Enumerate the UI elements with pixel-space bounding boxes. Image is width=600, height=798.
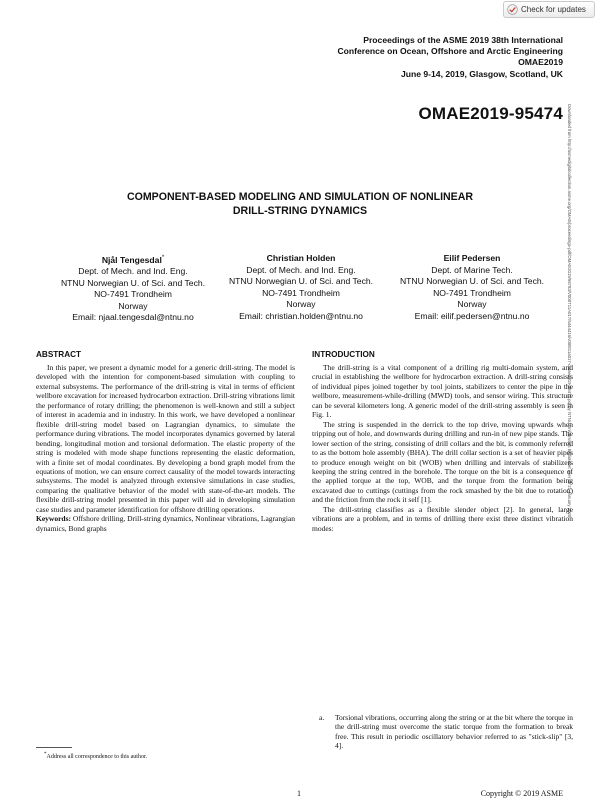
keywords-label: Keywords: [36,514,71,524]
keywords-paragraph [36,514,295,533]
author-country: Norway [118,300,148,311]
check-updates-label: Check for updates [521,5,586,14]
paper-id: OMAE2019-95474 [418,104,563,123]
download-side-note-text: Downloaded from http://asmedigitalcollection.asme.org/OMAE/proceedings-pdf/OMAE2019/58783/V008T11A017/6444416/v008t11a017-omae2019-95474.pdf by NTNU Universitets Biblioteket user on 21 January 2020 [567,104,572,518]
author-block [386,253,558,322]
author-univ: NTNU Norwegian U. of Sci. and Tech. [399,276,545,286]
author-name-line [47,253,219,266]
author-name: Christian Holden [266,253,336,263]
page-number: 1 [297,789,301,798]
author-univ: NTNU Norwegian U. of Sci. and Tech. [60,277,206,288]
conference-line: OMAE2019 [518,57,563,68]
footnote-mark: * [44,752,47,757]
intro-paragraph: The drill-string classifies as a flexible slender object [2]. In general, large vibrations are a problem, and in terms of drilling there exist three distinct vibration modes: [312,504,573,533]
list-item-label: a. [319,713,325,722]
footnote [44,752,147,760]
author-mark: * [161,255,165,261]
author-block [47,253,219,324]
author-country: Norway [286,299,316,309]
author-name: Eilif Pedersen [443,253,501,263]
abstract-body [36,363,295,533]
author-city: NO-7491 Trondheim [262,287,340,298]
footnote-divider [36,747,72,748]
paper-title [60,191,540,218]
author-city: NO-7491 Trondheim [433,287,511,298]
author-dept: Dept. of Mech. and Ind. Eng. [246,264,356,275]
author-block [215,253,387,322]
paper-title-line: DRILL-STRING DYNAMICS [232,204,368,217]
keywords-text: Offshore drilling, Drill-string dynamics, Nonlinear vibrations, Lagrangian dynamics, Bond graphs [36,514,296,533]
conference-line: June 9-14, 2019, Glasgow, Scotland, UK [400,68,563,79]
footnote-text: Address all correspondence to this author. [46,754,148,760]
author-country: Norway [457,299,487,309]
author-email: Email: njaal.tengesdal@ntnu.no [72,312,194,323]
check-for-updates-badge[interactable] [503,1,595,18]
paper-title-line: COMPONENT-BASED MODELING AND SIMULATION OF NONLINEAR [126,191,474,203]
abstract-heading: ABSTRACT [36,350,82,359]
conference-header [263,35,563,80]
conference-line: Proceedings of the ASME 2019 38th International [363,35,563,45]
author-dept: Dept. of Mech. and Ind. Eng. [78,266,188,277]
author-name: Njål Tengesdal [101,254,162,265]
check-updates-icon [507,4,518,15]
intro-paragraph: The string is suspended in the derrick to the top drive, moving upwards when tripping out of hole, and downwards during drilling and run-in of new pipe stands. The lower section of the string, consisting of drill collars and the bit, is commonly referred to as the bottom hole assembly (BHA). The drill collar section is a set of heavier pipes to produce enough weight on bit (WOB) when drilling and intervals of stabilizers keeping the string centred in the borehole. The torque on the bit is a consequence of the applied torque at the top, WOB, and the torque from the formation being excavated due to cuttings (cuttings from the rock smashed by the bit due to rotation) and the friction from the rock it self [1]. [312,419,573,505]
list-item-text: Torsional vibrations, occurring along the string or at the bit where the torque in the drill-string must overcome the static torque from the formation to break free. This result in periodic oscillatory behavior referred to as "stick-slip" [3, 4]. [335,713,573,751]
introduction-body [312,363,573,533]
author-city: NO-7491 Trondheim [94,289,172,300]
author-email: Email: christian.holden@ntnu.no [239,310,363,321]
conference-line: Conference on Ocean, Offshore and Arctic Engineering [337,46,563,57]
author-dept: Dept. of Marine Tech. [431,264,513,275]
intro-paragraph: The drill-string is a vital component of a drilling rig multi-domain system, and crucial in establishing the wellbore for hydrocarbon extraction. A drill-string consists of individual pipes joined together by tool joints, stabilizers to center the pipe in the wellbore, measurement-while-drilling (MWD) tools, and sensor wiring. This structure can be several kilometers long. A generic model of the drill-string assembly is seen in Fig. 1. [312,363,573,420]
abstract-paragraph: In this paper, we present a dynamic model for a generic drill-string. The model is developed with the intention for component-based simulation with coupling to external subsystems. The performance of the drill-string is vital in terms of efficient wellbore excavation for increased hydrocarbon extraction. Drill-string vibrations limit the performance of rotary drilling; the phenomenon is well-known and still a subject of interest in academia and in industry. In this work, we have developed a nonlinear flexible drill-string model based on Lagrangian dynamics, to simulate the performance during vibrations. The model incorporates dynamics governed by lateral bending, longitudinal motion and torsional deformation. The elastic property of the string is modeled with mode shape functions representing the elastic deformation, with a finite set of modal coordinates. By developing a bond graph model from the equations of motion, we can ensure correct causality of the model towards interacting subsystems. The model is analyzed through extensive simulations in case studies, comparing the qualitative behavior of the model with state-of-the-art models. The flexible drill-string model presented in this paper will aid in developing simulation case studies and parameter identification for offshore drilling operations. [36,363,295,514]
author-email: Email: eilif.pedersen@ntnu.no [414,310,530,321]
copyright: Copyright © 2019 ASME [480,789,563,798]
introduction-heading: INTRODUCTION [312,350,375,359]
author-univ: NTNU Norwegian U. of Sci. and Tech. [228,276,374,286]
